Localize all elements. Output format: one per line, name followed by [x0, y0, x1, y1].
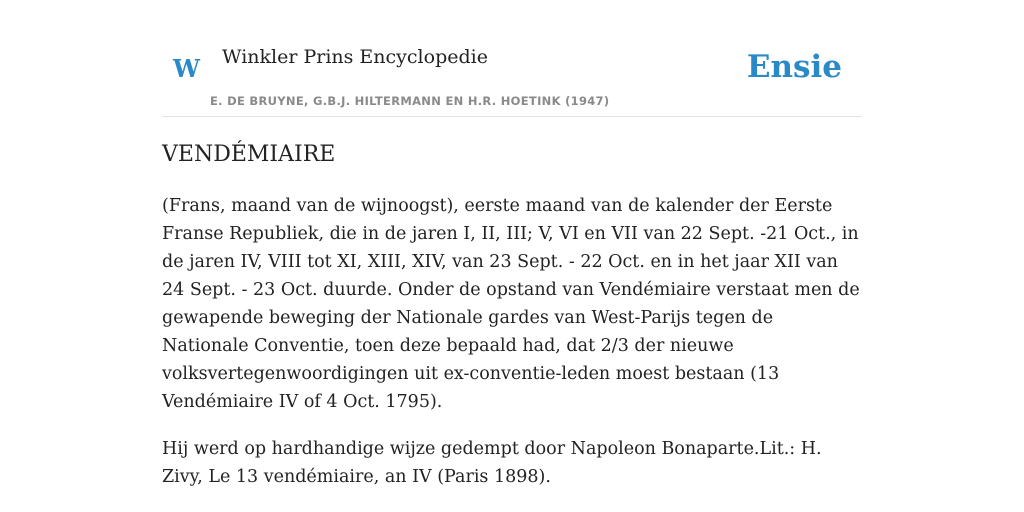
- article: [162, 138, 862, 491]
- source-header: [162, 40, 862, 117]
- source-authors: E. DE BRUYNE, G.B.J. HILTERMANN EN H.R. HOETINK (1947): [210, 94, 610, 108]
- page-title: VENDÉMIAIRE: [162, 142, 336, 167]
- source-title: Winkler Prins Encyclopedie: [222, 46, 488, 68]
- article-paragraph: Hij werd op hardhandige wijze gedempt door Napoleon Bonaparte.Lit.: H. Zivy, Le 13 vendémiaire, an IV (Paris 1898).: [162, 439, 822, 487]
- ensie-brand-link[interactable]: Ensie: [746, 49, 842, 85]
- article-paragraph: (Frans, maand van de wijnoogst), eerste maand van de kalender der Eerste Franse Republiek, die in de jaren I, II, III; V, VI en VII van 22 Sept. -21 Oct., in de jaren IV, VIII tot XI, XIII, XIV, van 23 Sept. - 22 Oct. en in het jaar XII van 24 Sept. - 23 Oct. duurde. Onder de opstand van Vendémiaire verstaat men de gewapende beweging der Nationale gardes van West-Parijs tegen de Nationale Conventie, toen deze bepaald had, dat 2/3 der nieuwe volksvertegenwoordigingen uit ex-conventie-leden moest bestaan (13 Vendémiaire IV of 4 Oct. 1795).: [162, 196, 860, 412]
- winkler-prins-logo-icon: W: [173, 54, 200, 83]
